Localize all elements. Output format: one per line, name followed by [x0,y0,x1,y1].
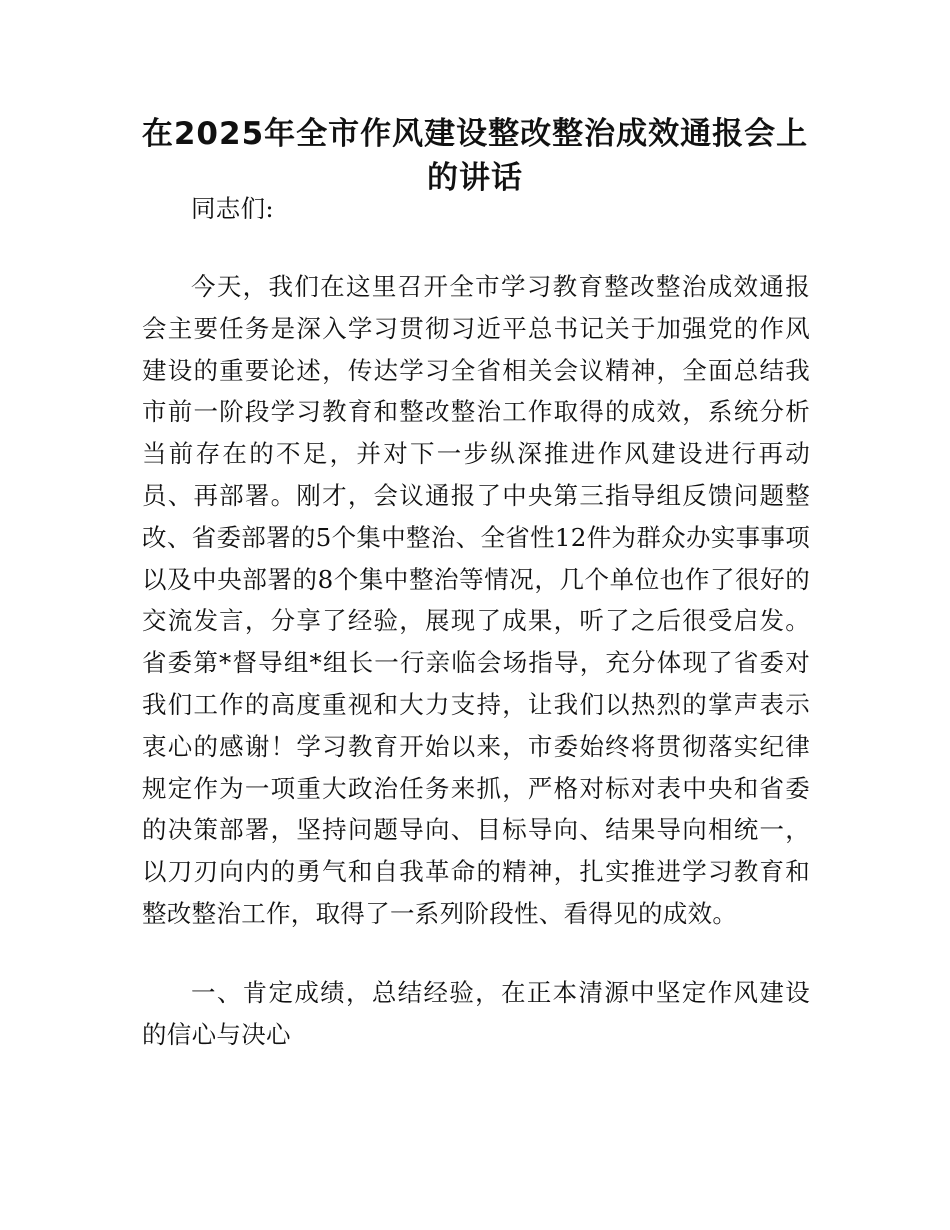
greeting: 同志们: [191,194,274,223]
section-heading: 一、肯定成绩，总结经验，在正本清源中坚定作风建设的信心与决心 [142,978,810,1049]
body-paragraph: 今天，我们在这里召开全市学习教育整改整治成效通报会主要任务是深入学习贯彻习近平总书记关于加强党的作风建设的重要论述，传达学习全省相关会议精神，全面总结我市前一阶段学习教育和整改整治工作取得的成效，系统分析当前存在的不足，并对下一步纵深推进作风建设进行再动员、再部署。刚才，会议通报了中央第三指导组反馈问题整改、省委部署的5个集中整治、全省性12件为群众办实事事项以及中央部署的8个集中整治等情况，几个单位也作了很好的交流发言，分享了经验，展现了成果，听了之后很受启发。省委第*督导组*组长一行亲临会场指导，充分体现了省委对我们工作的高度重视和大力支持，让我们以热烈的掌声表示衷心的感谢！学习教育开始以来，市委始终将贯彻落实纪律规定作为一项重大政治任务来抓，严格对标对表中央和省委的决策部署，坚持问题导向、目标导向、结果导向相统一，以刀刃向内的勇气和自我革命的精神，扎实推进学习教育和整改整治工作，取得了一系列阶段性、看得见的成效。 [142,272,810,928]
document-title: 在2025年全市作风建设整改整治成效通报会上的讲话 [141,116,809,196]
